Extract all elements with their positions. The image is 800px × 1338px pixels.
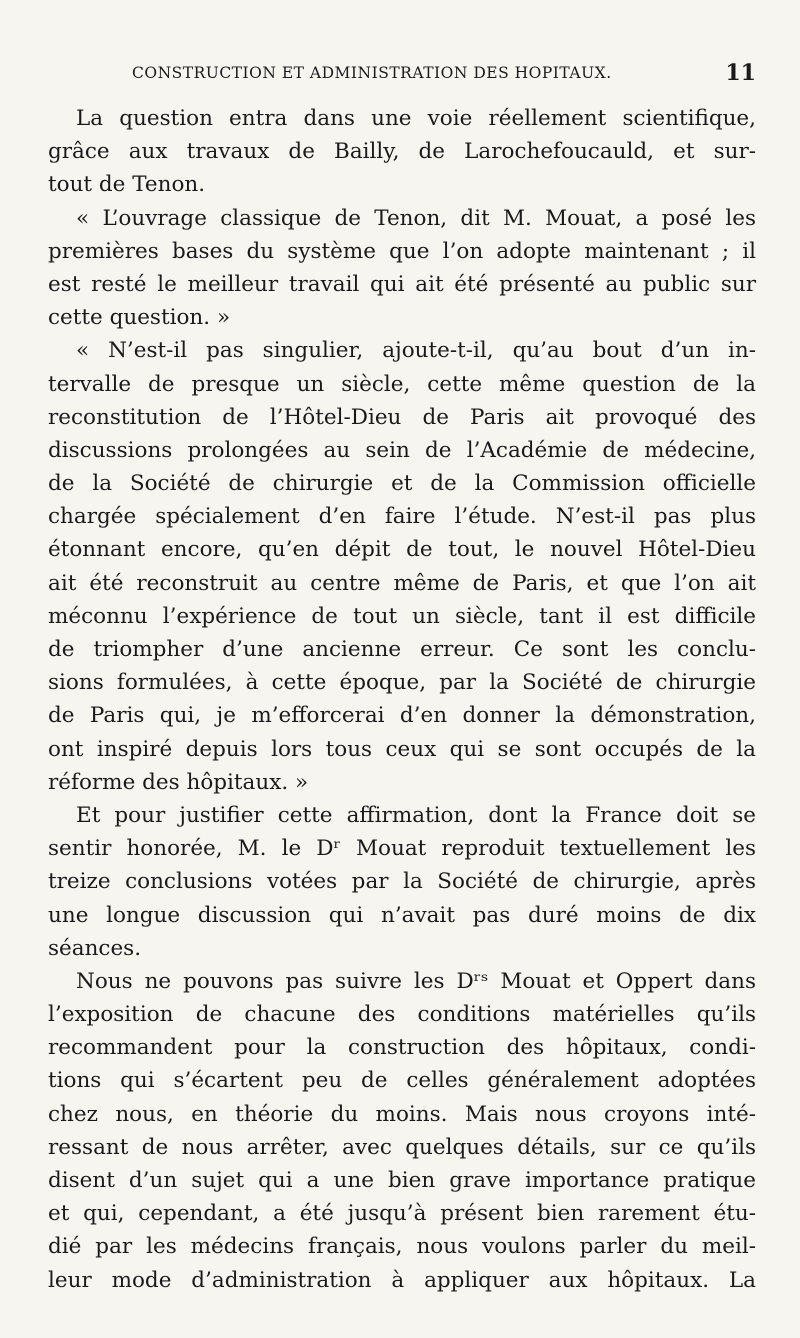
text-line: est resté le meilleur travail qui ait été présenté au public sur bbox=[48, 271, 756, 297]
text-line: chargée spécialement d’en faire l’étude. N’est-il pas plus bbox=[48, 504, 756, 530]
running-head-title: CONSTRUCTION ET ADMINISTRATION DES HOPITAUX. bbox=[132, 64, 612, 82]
text-line: l’exposition de chacune des conditions matérielles qu’ils bbox=[48, 1002, 756, 1028]
text-line: ont inspiré depuis lors tous ceux qui se sont occupés de la bbox=[48, 736, 756, 762]
body-text bbox=[48, 102, 756, 1297]
text-line: dié par les médecins français, nous voulons parler du meil- bbox=[48, 1234, 756, 1260]
text-line: sions formulées, à cette époque, par la Société de chirurgie bbox=[48, 670, 756, 696]
text-line: reconstitution de l’Hôtel-Dieu de Paris ait provoqué des bbox=[48, 404, 756, 430]
text-line: chez nous, en théorie du moins. Mais nous croyons inté- bbox=[48, 1101, 756, 1127]
text-line: premières bases du système que l’on adopte maintenant ; il bbox=[48, 238, 756, 264]
text-line: et qui, cependant, a été jusqu’à présent bien rarement étu- bbox=[48, 1201, 756, 1227]
text-line: treize conclusions votées par la Société de chirurgie, après bbox=[48, 869, 756, 895]
text-line: séances. bbox=[48, 935, 142, 961]
text-line: réforme des hôpitaux. » bbox=[48, 769, 309, 795]
text-line: tervalle de presque un siècle, cette même question de la bbox=[48, 371, 756, 397]
text-line: « L’ouvrage classique de Tenon, dit M. Mouat, a posé les bbox=[76, 205, 756, 231]
text-line: de la Société de chirurgie et de la Commission officielle bbox=[48, 471, 756, 497]
text-line: méconnu l’expérience de tout un siècle, tant il est difficile bbox=[48, 603, 756, 629]
text-line: tions qui s’écartent peu de celles généralement adoptées bbox=[48, 1068, 756, 1094]
text-line: Et pour justifier cette affirmation, dont la France doit se bbox=[76, 802, 756, 828]
text-line: grâce aux travaux de Bailly, de Larochefoucauld, et sur- bbox=[48, 139, 756, 165]
text-line: étonnant encore, qu’en dépit de tout, le nouvel Hôtel-Dieu bbox=[48, 537, 756, 563]
text-line: cette question. » bbox=[48, 305, 231, 331]
text-line: ait été reconstruit au centre même de Paris, et que l’on ait bbox=[48, 570, 756, 596]
text-line: de Paris qui, je m’efforcerai d’en donner la démonstration, bbox=[48, 703, 756, 729]
running-head bbox=[48, 60, 756, 90]
text-line: tout de Tenon. bbox=[48, 172, 206, 198]
text-line: de triompher d’une ancienne erreur. Ce sont les conclu- bbox=[48, 637, 756, 662]
text-line: ressant de nous arrêter, avec quelques détails, sur ce qu’ils bbox=[48, 1134, 756, 1160]
text-line: Nous ne pouvons pas suivre les Dʳˢ Mouat et Oppert dans bbox=[76, 968, 756, 994]
text-line: sentir honorée, M. le Dʳ Mouat reproduit textuellement les bbox=[48, 836, 756, 862]
text-line: disent d’un sujet qui a une bien grave importance pratique bbox=[48, 1168, 756, 1193]
text-line: discussions prolongées au sein de l’Académie de médecine, bbox=[48, 437, 756, 463]
page-number: 11 bbox=[725, 60, 756, 86]
text-line: leur mode d’administration à appliquer aux hôpitaux. La bbox=[48, 1267, 756, 1293]
text-line: recommandent pour la construction des hôpitaux, condi- bbox=[48, 1035, 756, 1061]
text-line: « N’est-il pas singulier, ajoute-t-il, qu’au bout d’un in- bbox=[76, 338, 756, 364]
text-line: une longue discussion qui n’avait pas duré moins de dix bbox=[48, 902, 756, 928]
text-line: La question entra dans une voie réellement scientifique, bbox=[76, 106, 756, 131]
